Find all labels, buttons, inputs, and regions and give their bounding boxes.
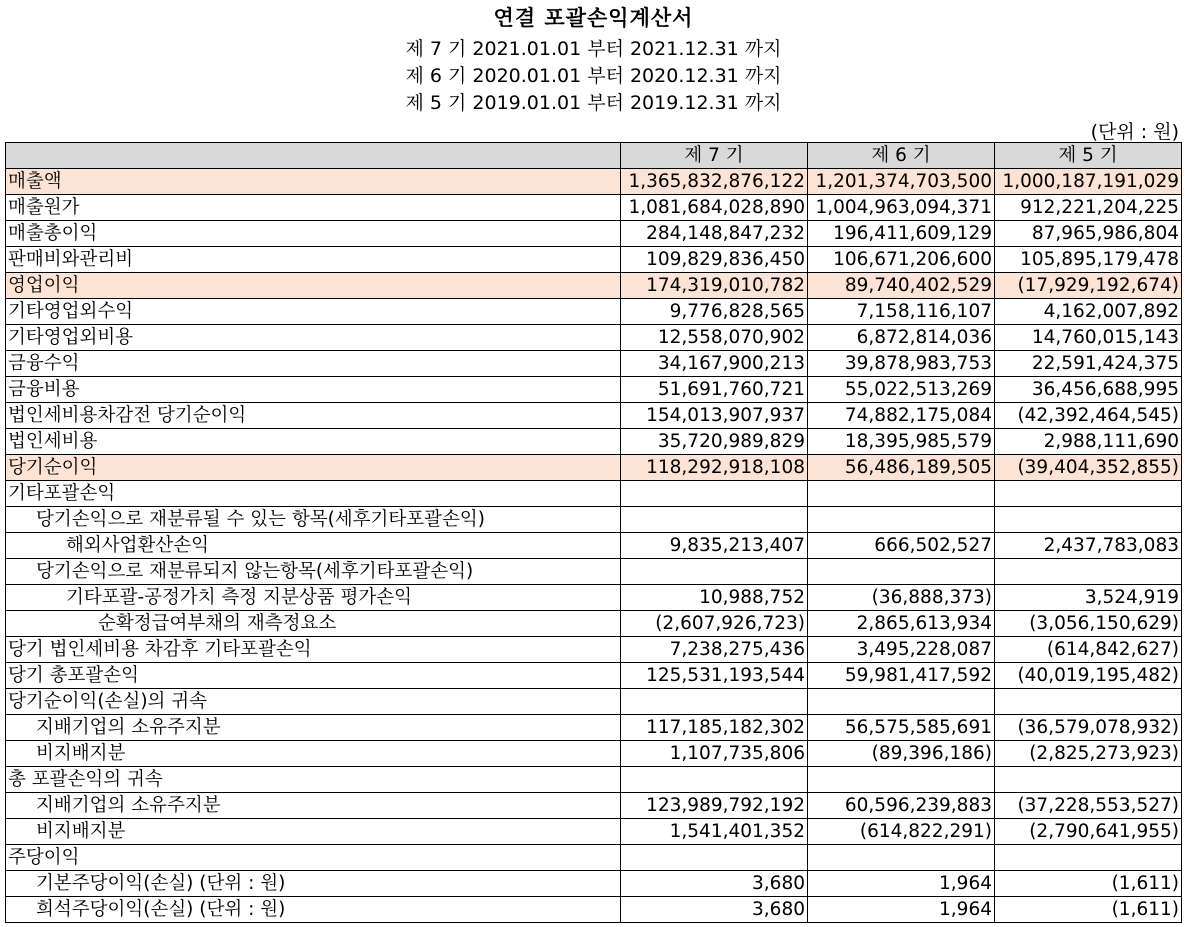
table-row [6, 585, 1182, 611]
cell-period-7: 34,167,900,213 [621, 351, 808, 377]
cell-period-7: 123,989,792,192 [621, 793, 808, 819]
table-row [6, 429, 1182, 455]
cell-period-5 [995, 845, 1182, 871]
cell-period-5: (39,404,352,855) [995, 455, 1182, 481]
cell-period-6: 7,158,116,107 [808, 299, 995, 325]
cell-period-5: 2,437,783,083 [995, 533, 1182, 559]
table-row [6, 741, 1182, 767]
cell-period-7: 284,148,847,232 [621, 221, 808, 247]
cell-period-5 [995, 481, 1182, 507]
cell-period-7 [621, 845, 808, 871]
table-row [6, 377, 1182, 403]
cell-period-6: 55,022,513,269 [808, 377, 995, 403]
cell-period-6 [808, 559, 995, 585]
cell-period-5: 3,524,919 [995, 585, 1182, 611]
cell-period-6 [808, 507, 995, 533]
cell-period-5: 105,895,179,478 [995, 247, 1182, 273]
row-label: 기타영업외수익 [6, 299, 621, 325]
cell-period-6: 1,964 [808, 897, 995, 923]
cell-period-6: 1,004,963,094,371 [808, 195, 995, 221]
cell-period-6 [808, 689, 995, 715]
row-label: 당기순이익(손실)의 귀속 [6, 689, 621, 715]
cell-period-6: 3,495,228,087 [808, 637, 995, 663]
cell-period-7: 1,107,735,806 [621, 741, 808, 767]
row-label: 주당이익 [6, 845, 621, 871]
header-period-5: 제 5 기 [995, 143, 1182, 169]
cell-period-7 [621, 767, 808, 793]
cell-period-7: 3,680 [621, 871, 808, 897]
cell-period-7: 9,835,213,407 [621, 533, 808, 559]
row-label: 당기순이익 [6, 455, 621, 481]
cell-period-7: 10,988,752 [621, 585, 808, 611]
cell-period-5: (1,611) [995, 897, 1182, 923]
table-row [6, 403, 1182, 429]
cell-period-7: 174,319,010,782 [621, 273, 808, 299]
row-label: 법인세비용 [6, 429, 621, 455]
cell-period-5: (17,929,192,674) [995, 273, 1182, 299]
table-row [6, 169, 1182, 195]
cell-period-6: 56,575,585,691 [808, 715, 995, 741]
cell-period-6: 89,740,402,529 [808, 273, 995, 299]
cell-period-5: 87,965,986,804 [995, 221, 1182, 247]
cell-period-5 [995, 689, 1182, 715]
cell-period-6: 18,395,985,579 [808, 429, 995, 455]
cell-period-5: (614,842,627) [995, 637, 1182, 663]
cell-period-6: 666,502,527 [808, 533, 995, 559]
table-row [6, 273, 1182, 299]
header-account [6, 143, 621, 169]
cell-period-5: 14,760,015,143 [995, 325, 1182, 351]
table-row [6, 611, 1182, 637]
cell-period-5: (1,611) [995, 871, 1182, 897]
cell-period-7 [621, 481, 808, 507]
table-row [6, 455, 1182, 481]
cell-period-5 [995, 767, 1182, 793]
table-row [6, 351, 1182, 377]
cell-period-7: 51,691,760,721 [621, 377, 808, 403]
table-row [6, 897, 1182, 923]
cell-period-7: 125,531,193,544 [621, 663, 808, 689]
row-label: 지배기업의 소유주지분 [6, 793, 621, 819]
table-row [6, 715, 1182, 741]
cell-period-6: 1,964 [808, 871, 995, 897]
table-row [6, 663, 1182, 689]
cell-period-7: 3,680 [621, 897, 808, 923]
table-row [6, 793, 1182, 819]
row-label: 기타영업외비용 [6, 325, 621, 351]
cell-period-6: 56,486,189,505 [808, 455, 995, 481]
cell-period-6: 39,878,983,753 [808, 351, 995, 377]
cell-period-6 [808, 767, 995, 793]
cell-period-7: 12,558,070,902 [621, 325, 808, 351]
header-row [6, 143, 1182, 169]
table-row [6, 299, 1182, 325]
row-label: 순확정급여부채의 재측정요소 [6, 611, 621, 637]
cell-period-5 [995, 507, 1182, 533]
header-period-7: 제 7 기 [621, 143, 808, 169]
table-row [6, 767, 1182, 793]
cell-period-5: 1,000,187,191,029 [995, 169, 1182, 195]
cell-period-7: 1,365,832,876,122 [621, 169, 808, 195]
cell-period-7: 109,829,836,450 [621, 247, 808, 273]
table-row [6, 637, 1182, 663]
cell-period-5: 2,988,111,690 [995, 429, 1182, 455]
table-row [6, 819, 1182, 845]
row-label: 해외사업환산손익 [6, 533, 621, 559]
cell-period-6: 2,865,613,934 [808, 611, 995, 637]
cell-period-5: 4,162,007,892 [995, 299, 1182, 325]
cell-period-5: (36,579,078,932) [995, 715, 1182, 741]
row-label: 지배기업의 소유주지분 [6, 715, 621, 741]
cell-period-5: (37,228,553,527) [995, 793, 1182, 819]
cell-period-6 [808, 481, 995, 507]
header-period-6: 제 6 기 [808, 143, 995, 169]
cell-period-6: 59,981,417,592 [808, 663, 995, 689]
cell-period-6: 196,411,609,129 [808, 221, 995, 247]
table-row [6, 325, 1182, 351]
row-label: 비지배지분 [6, 819, 621, 845]
cell-period-5: (42,392,464,545) [995, 403, 1182, 429]
row-label: 당기손익으로 재분류될 수 있는 항목(세후기타포괄손익) [6, 507, 621, 533]
cell-period-7: 118,292,918,108 [621, 455, 808, 481]
cell-period-6: 1,201,374,703,500 [808, 169, 995, 195]
cell-period-5: (40,019,195,482) [995, 663, 1182, 689]
cell-period-7: 154,013,907,937 [621, 403, 808, 429]
cell-period-6: 6,872,814,036 [808, 325, 995, 351]
row-label: 총 포괄손익의 귀속 [6, 767, 621, 793]
row-label: 매출액 [6, 169, 621, 195]
table-row [6, 845, 1182, 871]
table-row [6, 507, 1182, 533]
cell-period-5: (2,825,273,923) [995, 741, 1182, 767]
period-line-7: 제 7 기 2021.01.01 부터 2021.12.31 까지 [405, 38, 782, 60]
unit-label: (단위 : 원) [1090, 121, 1179, 143]
income-statement-table [5, 142, 1182, 923]
cell-period-6: 74,882,175,084 [808, 403, 995, 429]
table-row [6, 247, 1182, 273]
row-label: 매출총이익 [6, 221, 621, 247]
cell-period-7: 9,776,828,565 [621, 299, 808, 325]
row-label: 기타포괄-공정가치 측정 지분상품 평가손익 [6, 585, 621, 611]
cell-period-7 [621, 507, 808, 533]
table-row [6, 689, 1182, 715]
cell-period-6: (614,822,291) [808, 819, 995, 845]
table-row [6, 195, 1182, 221]
cell-period-5: 912,221,204,225 [995, 195, 1182, 221]
cell-period-7: (2,607,926,723) [621, 611, 808, 637]
table-row [6, 481, 1182, 507]
statement-title: 연결 포괄손익계산서 [493, 6, 694, 30]
cell-period-7 [621, 689, 808, 715]
row-label: 희석주당이익(손실) (단위 : 원) [6, 897, 621, 923]
table-row [6, 221, 1182, 247]
row-label: 영업이익 [6, 273, 621, 299]
row-label: 판매비와관리비 [6, 247, 621, 273]
row-label: 당기 총포괄손익 [6, 663, 621, 689]
row-label: 기타포괄손익 [6, 481, 621, 507]
cell-period-5: 36,456,688,995 [995, 377, 1182, 403]
cell-period-5: (3,056,150,629) [995, 611, 1182, 637]
cell-period-7: 1,081,684,028,890 [621, 195, 808, 221]
cell-period-7: 1,541,401,352 [621, 819, 808, 845]
cell-period-6: (36,888,373) [808, 585, 995, 611]
cell-period-7 [621, 559, 808, 585]
cell-period-6: 106,671,206,600 [808, 247, 995, 273]
row-label: 법인세비용차감전 당기순이익 [6, 403, 621, 429]
table-row [6, 533, 1182, 559]
table-body [6, 169, 1182, 923]
table-row [6, 559, 1182, 585]
cell-period-6 [808, 845, 995, 871]
table-row [6, 871, 1182, 897]
row-label: 금융수익 [6, 351, 621, 377]
row-label: 당기 법인세비용 차감후 기타포괄손익 [6, 637, 621, 663]
cell-period-6: 60,596,239,883 [808, 793, 995, 819]
row-label: 금융비용 [6, 377, 621, 403]
cell-period-5 [995, 559, 1182, 585]
row-label: 비지배지분 [6, 741, 621, 767]
cell-period-7: 35,720,989,829 [621, 429, 808, 455]
period-line-6: 제 6 기 2020.01.01 부터 2020.12.31 까지 [405, 65, 782, 87]
cell-period-5: 22,591,424,375 [995, 351, 1182, 377]
cell-period-7: 117,185,182,302 [621, 715, 808, 741]
row-label: 기본주당이익(손실) (단위 : 원) [6, 871, 621, 897]
row-label: 매출원가 [6, 195, 621, 221]
period-line-5: 제 5 기 2019.01.01 부터 2019.12.31 까지 [405, 92, 782, 114]
row-label: 당기손익으로 재분류되지 않는항목(세후기타포괄손익) [6, 559, 621, 585]
cell-period-6: (89,396,186) [808, 741, 995, 767]
cell-period-7: 7,238,275,436 [621, 637, 808, 663]
cell-period-5: (2,790,641,955) [995, 819, 1182, 845]
